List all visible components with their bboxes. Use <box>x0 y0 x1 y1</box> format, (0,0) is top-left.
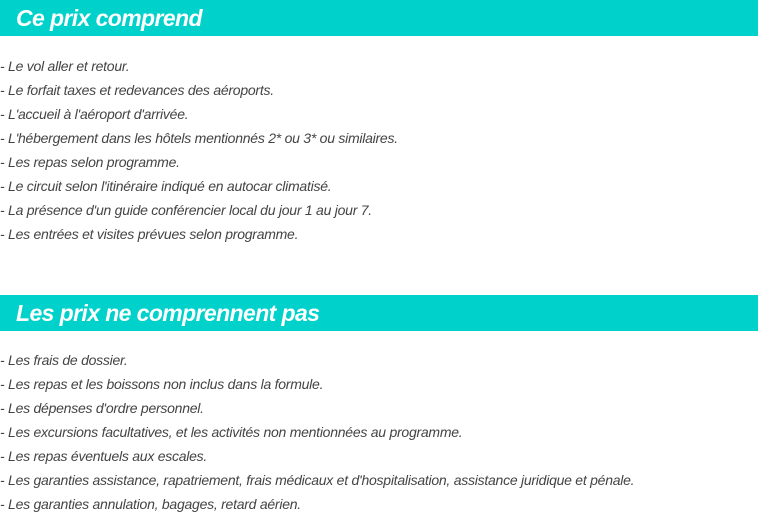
list-item: - Les repas éventuels aux escales. <box>0 448 208 464</box>
included-list <box>0 54 398 246</box>
section-header-excluded <box>0 295 758 331</box>
list-item: - Les garanties annulation, bagages, retard aérien. <box>0 496 301 512</box>
list-item: - Les repas selon programme. <box>0 154 180 170</box>
list-item: - La présence d'un guide conférencier local du jour 1 au jour 7. <box>0 202 372 218</box>
excluded-list <box>0 348 634 516</box>
section-title: Ce prix comprend <box>16 5 202 31</box>
list-item: - Le forfait taxes et redevances des aéroports. <box>0 82 274 98</box>
list-item: - Les dépenses d'ordre personnel. <box>0 400 204 416</box>
list-item: - Le vol aller et retour. <box>0 58 130 74</box>
list-item: - Les frais de dossier. <box>0 352 128 368</box>
list-item: - Les garanties assistance, rapatriement, frais médicaux et d'hospitalisation, assistance juridique et pénale. <box>0 472 635 488</box>
list-item: - L'hébergement dans les hôtels mentionnés 2* ou 3* ou similaires. <box>0 130 398 146</box>
list-item: - Les repas et les boissons non inclus dans la formule. <box>0 376 324 392</box>
section-header-included <box>0 0 758 36</box>
list-item: - Les excursions facultatives, et les activités non mentionnées au programme. <box>0 424 463 440</box>
list-item: - L'accueil à l'aéroport d'arrivée. <box>0 106 189 122</box>
section-title: Les prix ne comprennent pas <box>16 300 320 326</box>
list-item: - Les entrées et visites prévues selon programme. <box>0 226 299 242</box>
list-item: - Le circuit selon l'itinéraire indiqué en autocar climatisé. <box>0 178 332 194</box>
